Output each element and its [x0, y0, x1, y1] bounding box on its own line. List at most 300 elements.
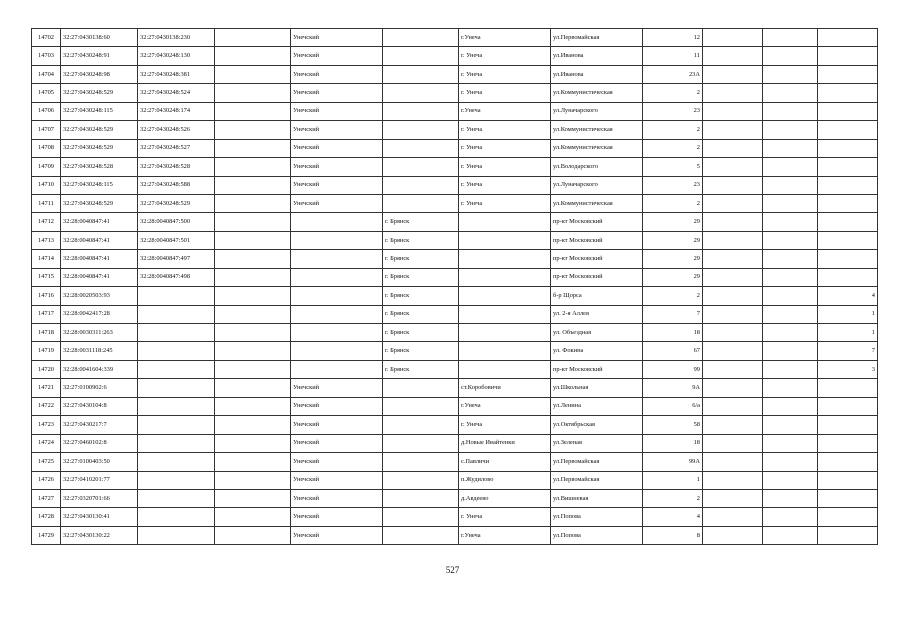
cell-house-number: 6/а — [643, 397, 703, 415]
cell-extra-field — [215, 526, 291, 544]
cell-house-number: 1 — [643, 471, 703, 489]
cell-parcel-cadastral-number: 32:28:0040847:41 — [61, 268, 138, 286]
cell-city — [383, 489, 459, 507]
cell-street: ул. 2-я Аллея — [551, 305, 643, 323]
cell-house-number: 23А — [643, 65, 703, 83]
cell-house-number: 7 — [643, 305, 703, 323]
cell-street: пр-кт Московский — [551, 213, 643, 231]
cell-house-number: 8 — [643, 526, 703, 544]
table-row — [32, 489, 878, 507]
cell-extra-field — [215, 360, 291, 378]
cell-locality — [459, 231, 551, 249]
cell-parcel-cadastral-number: 32:27:0430248:529 — [61, 139, 138, 157]
cell-object-cadastral-number — [138, 489, 215, 507]
table-row — [32, 65, 878, 83]
cell-building — [703, 231, 763, 249]
cell-city: г. Брянск — [383, 231, 459, 249]
cell-city — [383, 508, 459, 526]
cell-house-number: 12 — [643, 29, 703, 47]
cell-locality: д.Авдеево — [459, 489, 551, 507]
cell-street: ул.Володарского — [551, 158, 643, 176]
cell-parcel-cadastral-number: 32:27:0430138:60 — [61, 29, 138, 47]
cell-city — [383, 526, 459, 544]
cell-locality: ст.Коробовичи — [459, 379, 551, 397]
cell-record-number: 14725 — [32, 453, 61, 471]
cell-district: Унечский — [291, 121, 383, 139]
cell-locality: г. Унеча — [459, 121, 551, 139]
cell-object-cadastral-number: 32:28:0040847:501 — [138, 231, 215, 249]
cell-record-number: 14729 — [32, 526, 61, 544]
cell-extra-field — [215, 121, 291, 139]
cell-extra-field — [215, 84, 291, 102]
cell-object-cadastral-number — [138, 342, 215, 360]
cell-record-number: 14707 — [32, 121, 61, 139]
cell-street: ул.Коммунистическая — [551, 84, 643, 102]
cell-building — [703, 305, 763, 323]
cell-city: г. Брянск — [383, 250, 459, 268]
table-row — [32, 213, 878, 231]
cell-house-number: 4 — [643, 508, 703, 526]
cell-locality: с.Павличи — [459, 453, 551, 471]
cell-extra-field — [215, 213, 291, 231]
cell-city: г. Брянск — [383, 287, 459, 305]
cell-city — [383, 158, 459, 176]
table-row — [32, 121, 878, 139]
cell-record-number: 14728 — [32, 508, 61, 526]
cell-district: Унечский — [291, 471, 383, 489]
cell-district: Унечский — [291, 508, 383, 526]
cell-record-number: 14711 — [32, 194, 61, 212]
cell-structure — [763, 416, 818, 434]
cell-extra-field — [215, 139, 291, 157]
cell-city: г. Брянск — [383, 360, 459, 378]
cell-locality: г.Унеча — [459, 526, 551, 544]
cell-parcel-cadastral-number: 32:27:0460102:8 — [61, 434, 138, 452]
cell-district: Унечский — [291, 176, 383, 194]
cell-building — [703, 360, 763, 378]
cell-building — [703, 268, 763, 286]
cell-structure — [763, 489, 818, 507]
cell-extra-field — [215, 287, 291, 305]
cell-locality — [459, 342, 551, 360]
cell-extra-field — [215, 250, 291, 268]
table-row — [32, 47, 878, 65]
cell-district: Унечский — [291, 65, 383, 83]
cell-building — [703, 489, 763, 507]
cell-parcel-cadastral-number: 32:27:0100403:50 — [61, 453, 138, 471]
cell-district: Унечский — [291, 379, 383, 397]
cell-object-cadastral-number — [138, 397, 215, 415]
cell-structure — [763, 65, 818, 83]
cell-street: ул.Коммунистическая — [551, 139, 643, 157]
table-row — [32, 268, 878, 286]
table-row — [32, 508, 878, 526]
cell-building — [703, 324, 763, 342]
cell-locality: г.Унеча — [459, 29, 551, 47]
cell-street: ул.Попова — [551, 508, 643, 526]
cell-record-number: 14724 — [32, 434, 61, 452]
cell-locality — [459, 250, 551, 268]
cell-extra-field — [215, 158, 291, 176]
cell-record-number: 14710 — [32, 176, 61, 194]
table-row — [32, 139, 878, 157]
cell-building — [703, 121, 763, 139]
cell-record-number: 14720 — [32, 360, 61, 378]
cell-structure — [763, 121, 818, 139]
cell-street: ул.Коммунистическая — [551, 121, 643, 139]
cell-building — [703, 471, 763, 489]
cell-record-number: 14721 — [32, 379, 61, 397]
cell-structure — [763, 471, 818, 489]
cell-object-cadastral-number: 32:27:0430248:130 — [138, 47, 215, 65]
cell-locality: г. Унеча — [459, 176, 551, 194]
cell-district: Унечский — [291, 453, 383, 471]
table-row — [32, 287, 878, 305]
cell-object-cadastral-number: 32:27:0430248:524 — [138, 84, 215, 102]
cell-city — [383, 471, 459, 489]
cell-object-cadastral-number — [138, 360, 215, 378]
cell-city: г. Брянск — [383, 213, 459, 231]
cell-city — [383, 47, 459, 65]
cell-locality: г.Унеча — [459, 102, 551, 120]
cell-extra-field — [215, 416, 291, 434]
cell-building — [703, 84, 763, 102]
cell-object-cadastral-number — [138, 379, 215, 397]
cell-district: Унечский — [291, 489, 383, 507]
cell-building — [703, 194, 763, 212]
cell-city — [383, 65, 459, 83]
cell-street: б-р Щорса — [551, 287, 643, 305]
cell-apartment — [818, 102, 878, 120]
cell-structure — [763, 287, 818, 305]
cell-structure — [763, 158, 818, 176]
cell-structure — [763, 379, 818, 397]
cell-locality: г. Унеча — [459, 158, 551, 176]
cell-structure — [763, 360, 818, 378]
cell-city — [383, 397, 459, 415]
cell-street: ул.Луначарского — [551, 176, 643, 194]
cell-object-cadastral-number — [138, 416, 215, 434]
cell-parcel-cadastral-number: 32:27:0100902:6 — [61, 379, 138, 397]
cell-record-number: 14705 — [32, 84, 61, 102]
cell-structure — [763, 453, 818, 471]
table-row — [32, 29, 878, 47]
cell-apartment — [818, 416, 878, 434]
cell-apartment — [818, 526, 878, 544]
cell-house-number: 29 — [643, 213, 703, 231]
cell-city — [383, 121, 459, 139]
cell-locality: г. Унеча — [459, 416, 551, 434]
cell-street: ул.Иванова — [551, 65, 643, 83]
cell-parcel-cadastral-number: 32:28:0040847:41 — [61, 250, 138, 268]
cell-district: Унечский — [291, 29, 383, 47]
cell-record-number: 14727 — [32, 489, 61, 507]
cell-building — [703, 250, 763, 268]
cell-object-cadastral-number — [138, 471, 215, 489]
cell-street: ул.Первомайская — [551, 453, 643, 471]
cell-street: ул.Попова — [551, 526, 643, 544]
cell-locality: г. Унеча — [459, 65, 551, 83]
table-body — [32, 29, 878, 545]
cell-structure — [763, 268, 818, 286]
cell-building — [703, 102, 763, 120]
cell-record-number: 14708 — [32, 139, 61, 157]
table-row — [32, 526, 878, 544]
cell-apartment — [818, 434, 878, 452]
cell-district: Унечский — [291, 434, 383, 452]
cell-district: Унечский — [291, 194, 383, 212]
cell-district: Унечский — [291, 158, 383, 176]
cell-street: ул.Иванова — [551, 47, 643, 65]
cell-building — [703, 453, 763, 471]
cell-building — [703, 342, 763, 360]
table-row — [32, 342, 878, 360]
cell-structure — [763, 29, 818, 47]
cell-extra-field — [215, 324, 291, 342]
cell-extra-field — [215, 305, 291, 323]
cell-house-number: 2 — [643, 194, 703, 212]
cell-locality: д.Новые Ивайтенки — [459, 434, 551, 452]
cell-extra-field — [215, 453, 291, 471]
cell-district: Унечский — [291, 84, 383, 102]
cell-object-cadastral-number — [138, 324, 215, 342]
cell-apartment — [818, 65, 878, 83]
cell-house-number: 9А — [643, 379, 703, 397]
table-row — [32, 416, 878, 434]
cell-parcel-cadastral-number: 32:27:0430248:529 — [61, 121, 138, 139]
cell-house-number: 58 — [643, 416, 703, 434]
cell-apartment — [818, 121, 878, 139]
cell-locality: г. Унеча — [459, 47, 551, 65]
cell-house-number: 23 — [643, 176, 703, 194]
cell-street: пр-кт Московский — [551, 360, 643, 378]
cell-district — [291, 342, 383, 360]
table-row — [32, 453, 878, 471]
cell-house-number: 18 — [643, 324, 703, 342]
cell-city — [383, 102, 459, 120]
cell-locality — [459, 324, 551, 342]
cell-extra-field — [215, 489, 291, 507]
cell-district — [291, 324, 383, 342]
cell-street: ул.Вишневая — [551, 489, 643, 507]
cell-extra-field — [215, 29, 291, 47]
cell-apartment — [818, 268, 878, 286]
cell-apartment — [818, 84, 878, 102]
table-row — [32, 360, 878, 378]
cell-record-number: 14722 — [32, 397, 61, 415]
cell-city — [383, 416, 459, 434]
cell-structure — [763, 102, 818, 120]
cell-structure — [763, 84, 818, 102]
cell-apartment — [818, 471, 878, 489]
cell-district — [291, 287, 383, 305]
cell-structure — [763, 139, 818, 157]
cell-parcel-cadastral-number: 32:27:0320701:66 — [61, 489, 138, 507]
cell-locality: г. Унеча — [459, 508, 551, 526]
cell-city — [383, 176, 459, 194]
cell-street: ул.Октябрьская — [551, 416, 643, 434]
cell-apartment — [818, 139, 878, 157]
cell-structure — [763, 434, 818, 452]
table-row — [32, 102, 878, 120]
cell-house-number: 2 — [643, 121, 703, 139]
cell-object-cadastral-number — [138, 453, 215, 471]
table-row — [32, 305, 878, 323]
cell-locality: г. Унеча — [459, 139, 551, 157]
cell-extra-field — [215, 102, 291, 120]
cell-locality — [459, 287, 551, 305]
cell-apartment: 1 — [818, 324, 878, 342]
cell-street: ул.Школьная — [551, 379, 643, 397]
cell-locality: г. Унеча — [459, 194, 551, 212]
cell-district — [291, 360, 383, 378]
cell-city: г. Брянск — [383, 324, 459, 342]
cell-house-number: 2 — [643, 489, 703, 507]
cell-extra-field — [215, 65, 291, 83]
cell-house-number: 11 — [643, 47, 703, 65]
cell-house-number: 29 — [643, 250, 703, 268]
cell-parcel-cadastral-number: 32:28:0040847:41 — [61, 213, 138, 231]
cell-locality — [459, 213, 551, 231]
table-row — [32, 397, 878, 415]
cell-parcel-cadastral-number: 32:28:0041604:339 — [61, 360, 138, 378]
cell-structure — [763, 324, 818, 342]
cell-district — [291, 268, 383, 286]
cell-object-cadastral-number: 32:27:0430248:528 — [138, 158, 215, 176]
cell-extra-field — [215, 47, 291, 65]
cell-parcel-cadastral-number: 32:27:0430248:115 — [61, 102, 138, 120]
cell-street: ул.Луначарского — [551, 102, 643, 120]
cell-parcel-cadastral-number: 32:27:0430248:529 — [61, 194, 138, 212]
cell-structure — [763, 342, 818, 360]
cell-object-cadastral-number: 32:27:0430248:174 — [138, 102, 215, 120]
cell-record-number: 14712 — [32, 213, 61, 231]
cell-district: Унечский — [291, 416, 383, 434]
cell-object-cadastral-number: 32:27:0430248:529 — [138, 194, 215, 212]
cell-building — [703, 47, 763, 65]
cell-house-number: 2 — [643, 139, 703, 157]
cell-building — [703, 287, 763, 305]
cell-locality — [459, 360, 551, 378]
cell-object-cadastral-number: 32:27:0430248:527 — [138, 139, 215, 157]
cell-city: г. Брянск — [383, 268, 459, 286]
cell-parcel-cadastral-number: 32:28:0042417:28 — [61, 305, 138, 323]
cell-house-number: 29 — [643, 268, 703, 286]
cell-locality: г. Унеча — [459, 84, 551, 102]
cell-record-number: 14716 — [32, 287, 61, 305]
cell-apartment: 7 — [818, 342, 878, 360]
cell-parcel-cadastral-number: 32:27:0430248:115 — [61, 176, 138, 194]
cell-building — [703, 508, 763, 526]
cell-object-cadastral-number: 32:27:0430248:381 — [138, 65, 215, 83]
cell-district: Унечский — [291, 397, 383, 415]
cell-extra-field — [215, 194, 291, 212]
cell-city — [383, 84, 459, 102]
cell-extra-field — [215, 176, 291, 194]
cell-district — [291, 305, 383, 323]
cell-apartment: 4 — [818, 287, 878, 305]
cell-parcel-cadastral-number: 32:27:0430104:8 — [61, 397, 138, 415]
cell-district — [291, 213, 383, 231]
cell-city: г. Брянск — [383, 342, 459, 360]
cell-street: пр-кт Московский — [551, 231, 643, 249]
cell-city — [383, 139, 459, 157]
cell-building — [703, 416, 763, 434]
cell-locality — [459, 305, 551, 323]
table-row — [32, 194, 878, 212]
cell-street: ул.Первомайская — [551, 471, 643, 489]
cell-object-cadastral-number: 32:27:0430248:526 — [138, 121, 215, 139]
cell-extra-field — [215, 434, 291, 452]
cell-city — [383, 194, 459, 212]
cell-record-number: 14704 — [32, 65, 61, 83]
cell-parcel-cadastral-number: 32:27:0430248:98 — [61, 65, 138, 83]
cell-street: ул.Ленина — [551, 397, 643, 415]
cell-structure — [763, 508, 818, 526]
cell-city — [383, 29, 459, 47]
cell-building — [703, 526, 763, 544]
cell-parcel-cadastral-number: 32:27:0430248:529 — [61, 84, 138, 102]
cell-district — [291, 250, 383, 268]
cell-apartment: 1 — [818, 305, 878, 323]
cell-street: пр-кт Московский — [551, 250, 643, 268]
cell-record-number: 14703 — [32, 47, 61, 65]
cell-house-number: 29 — [643, 231, 703, 249]
cell-parcel-cadastral-number: 32:27:0410201:77 — [61, 471, 138, 489]
cell-extra-field — [215, 342, 291, 360]
cell-record-number: 14715 — [32, 268, 61, 286]
cell-extra-field — [215, 397, 291, 415]
cell-building — [703, 213, 763, 231]
cell-structure — [763, 231, 818, 249]
table-row — [32, 231, 878, 249]
cell-parcel-cadastral-number: 32:27:0430130:22 — [61, 526, 138, 544]
cell-record-number: 14709 — [32, 158, 61, 176]
cell-building — [703, 434, 763, 452]
cell-apartment — [818, 489, 878, 507]
table-row — [32, 84, 878, 102]
cell-building — [703, 397, 763, 415]
cell-parcel-cadastral-number: 32:28:0030311:263 — [61, 324, 138, 342]
cell-parcel-cadastral-number: 32:27:0430130:41 — [61, 508, 138, 526]
cell-record-number: 14719 — [32, 342, 61, 360]
cell-extra-field — [215, 379, 291, 397]
cell-city: г. Брянск — [383, 305, 459, 323]
cell-extra-field — [215, 268, 291, 286]
cell-city — [383, 379, 459, 397]
cell-apartment: 3 — [818, 360, 878, 378]
cell-house-number: 99А — [643, 453, 703, 471]
cell-object-cadastral-number — [138, 287, 215, 305]
cell-structure — [763, 397, 818, 415]
cell-building — [703, 176, 763, 194]
cell-house-number: 2 — [643, 287, 703, 305]
table-row — [32, 250, 878, 268]
cell-street: ул. Фокина — [551, 342, 643, 360]
cell-city — [383, 434, 459, 452]
cell-apartment — [818, 47, 878, 65]
cell-parcel-cadastral-number: 32:28:0031118:245 — [61, 342, 138, 360]
cell-building — [703, 158, 763, 176]
cell-apartment — [818, 250, 878, 268]
cell-house-number: 2 — [643, 84, 703, 102]
cell-object-cadastral-number: 32:28:0040847:498 — [138, 268, 215, 286]
cell-record-number: 14726 — [32, 471, 61, 489]
cell-apartment — [818, 176, 878, 194]
cell-street: ул.Зеленая — [551, 434, 643, 452]
table-row — [32, 176, 878, 194]
cell-record-number: 14723 — [32, 416, 61, 434]
